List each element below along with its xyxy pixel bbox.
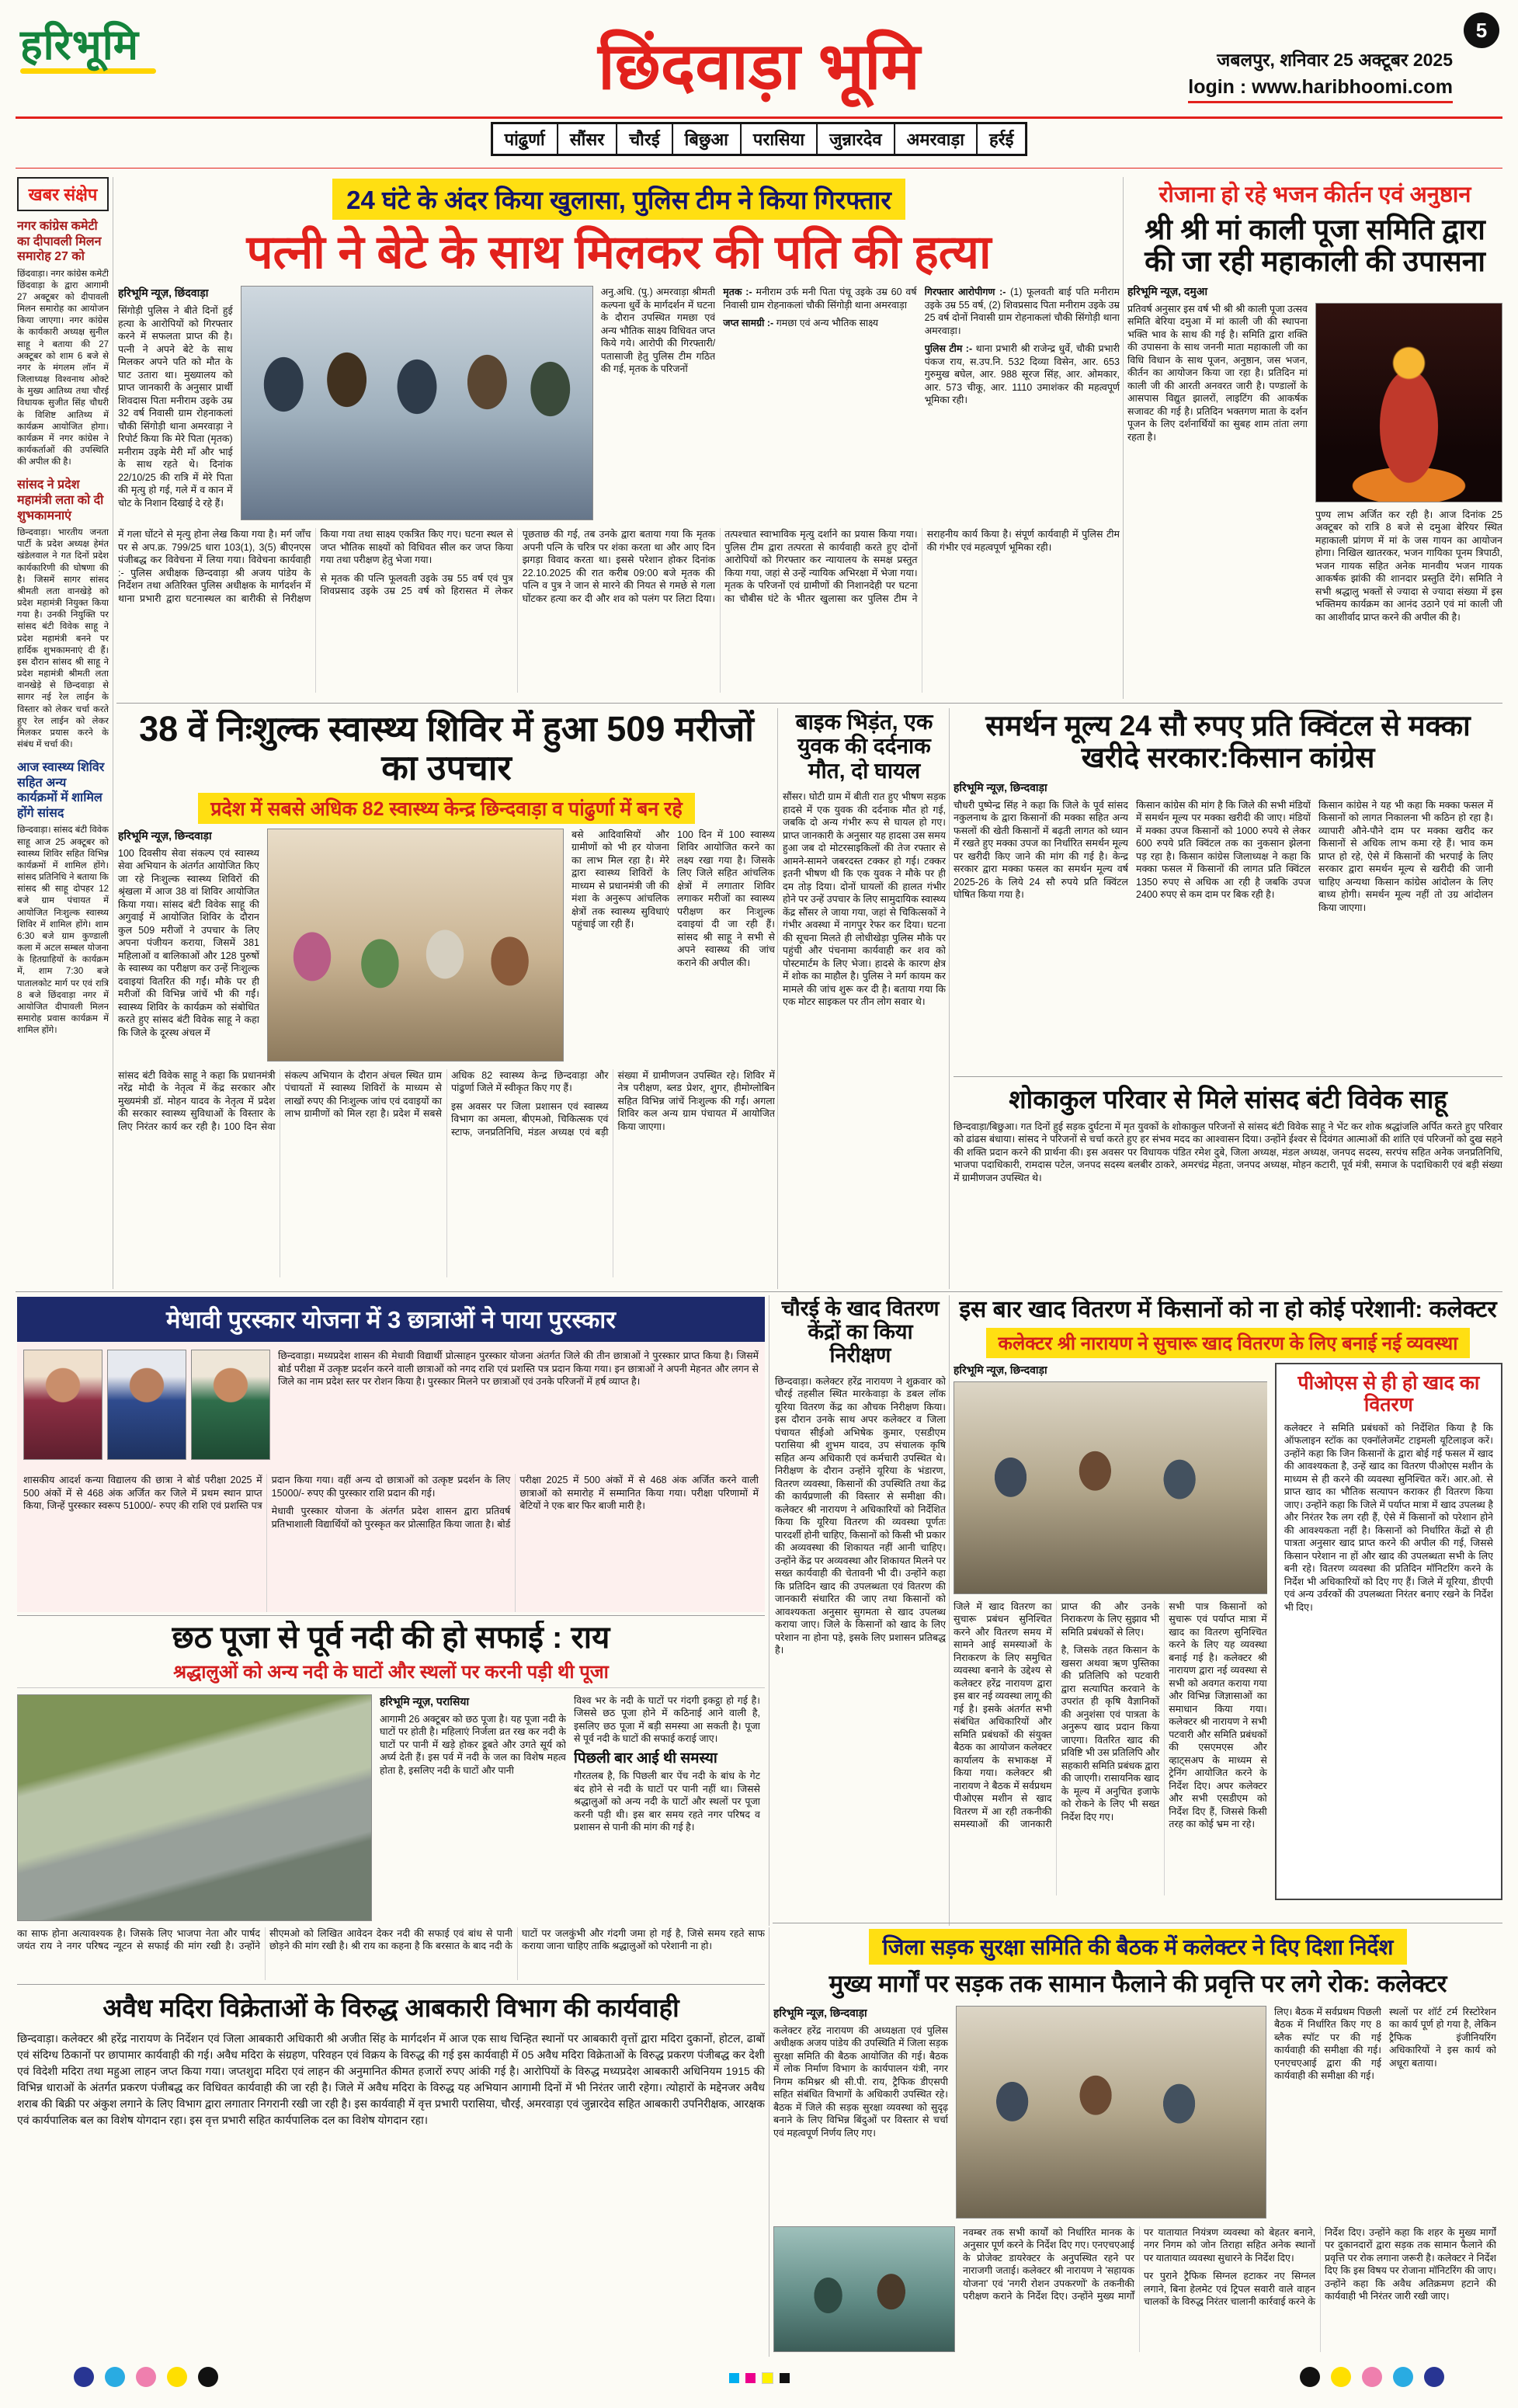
masthead-rule-2 — [16, 168, 1502, 169]
edition-title: छिंदवाड़ा भूमि — [598, 30, 920, 103]
brief-body: छिन्दवाड़ा। भारतीय जनता पार्टी के प्रदेश अध्यक्ष हेमंत खंडेलवाल ने गत दिनों प्रदेश कार्यकारिणी की घोषणा की है। जिसमें सागर सांसद श्रीमती लता वानखेड़े को प्रदेश महामंत्री नियुक्त किया गया है। उनकी नियुक्ति पर सांसद बंटी विवेक साहू ने प्रदेश महामंत्री बनने पर हार्दिक शुभकामनाएं दी हैं। इस दौरान सांसद श्री साहू ने प्रदेश महामंत्री श्रीमती लता वानखेड़े से छिन्दवाड़ा से सागर नई रेल लाईन के विस्तार को लेकर चर्चा करते हुए रेल लाईन को लेकर मिलकर प्रयास करने के संबंध में चर्चा की। — [17, 528, 109, 750]
brief-item — [17, 760, 109, 1037]
column-rule — [1123, 177, 1124, 699]
color-dot — [1331, 2367, 1351, 2387]
article-text: सौंसर। घोटी ग्राम में बीती रात हुए भीषण सड़क हादसे में एक युवक की दर्दनाक मौत हो गई, जबकि दो अन्य गंभीर रूप से घायल हो गए। प्राप्त जानकारी के अनुसार यह हादसा उस समय हुआ जब दो मोटरसाइकिलों की तेज रफ्तार से आमने-सामने जबरदस्त टक्कर हो गई। टक्कर इतनी भीषण थी कि एक युवक ने मौके पर ही दम तोड़ दिया। दोनों घायलों की हालत गंभीर होने पर उन्हें उपचार के लिए सामुदायिक स्वास्थ्य केंद्र सौंसर ले जाया गया, जहां से चिकित्सकों ने गंभीर अवस्था में नागपुर रेफर कर दिया। घटना की सूचना मिलते ही लोधीखेड़ा पुलिस मौके पर पहुंची और पंचनामा कार्यवाही कर शव को पोस्टमार्टम के लिए भेजा। हादसे के कारण क्षेत्र में शोक का माहौल है। पुलिस ने मर्ग कायम कर मामले की जांच शुरू कर दी है। बताया गया कि एक मोटर साइकल पर तीन लोग सवार थे। — [783, 791, 946, 1008]
section-rule — [17, 1615, 765, 1616]
nav-item: हर्रई — [988, 130, 1014, 149]
article-kicker: जिला सड़क सुरक्षा समिति की बैठक में कलेक्टर ने दिए दिशा निर्देश — [869, 1929, 1408, 1965]
fact-text: (1) फूलवती बाई पति मनीराम उइके उम्र 55 वर्ष, (2) शिवप्रसाद पिता मनीराम उइके उम्र 25 वर्ष दोनों निवासी ग्राम रोहनाकलां चौकी सिंगोड़ी थाना अमरवाड़ा। — [924, 287, 1120, 336]
article-liquor — [17, 1989, 765, 2357]
article-text: अनु.अधि. (पु.) अमरवाड़ा श्रीमती कल्पना धुर्वे के मार्गदर्शन में घटना के दौरान उपस्थित गमछा एवं अन्य भौतिक साक्ष्य विधिवत जप्त किये गये। आरोपी की गिरफ्तारी/पतासाजी हेतु पुलिस टीम गठित की गई, मृतक के परिजनों — [600, 287, 716, 375]
article-headline-bar: मेधावी पुरस्कार योजना में 3 छात्राओं ने पाया पुरस्कार — [17, 1297, 765, 1342]
column-rule — [777, 708, 778, 1289]
login-url: login : www.haribhoomi.com — [1188, 76, 1453, 103]
article-text: छिन्दवाड़ा। मध्यप्रदेश शासन की मेधावी विद्यार्थी प्रोत्साहन पुरस्कार योजना अंतर्गत जिले की तीन छात्राओं ने पुरस्कार प्राप्त किया है। जिसमें बोर्ड परीक्षा में उत्कृष्ट प्रदर्शन करने वाली छात्राओं को नगद राशि एवं प्रशस्ति पत्र प्रदान किया गया। इन छात्राओं ने अपनी मेहनत और लगन से जिले का नाम प्रदेश स्तर पर रोशन किया है। पुरस्कार मिलने पर छात्राओं एवं उनके परिजनों में हर्ष व्याप्त है। — [278, 1350, 759, 1387]
article-column — [773, 2006, 948, 2219]
article-subhead: कलेक्टर श्री नारायण ने सुचारू खाद वितरण के लिए बनाई नई व्यवस्था — [986, 1328, 1471, 1358]
article-text: प्रतिवर्ष अनुसार इस वर्ष भी श्री श्री काली पूजा उत्सव समिति बेरिया दमुआ में मां काली जी की स्थापना भक्ति भाव के साथ की गई है। समिति द्वारा शक्ति की उपासना के साथ जननी माता महाकाली जी का विधि विधान के साथ पूजन, अनुष्ठान, जस भजन, कीर्तन का आयोजन किया जा रहा है। प्रतिदिन मां काली जी की आरती अनवरत जारी है। पण्डालों के आसपास विद्युत झालरों, लाइटिंग की आकर्षक सजावट की गई है। प्रतिदिन भक्तगण माता के दर्शन पूजन के लिए दर्शनार्थियों का सुबह शाम तांता लगा रहता है। — [1127, 303, 1308, 443]
article-text: है, जिसके तहत किसान के खसरा अथवा ऋण पुस्तिका की प्रतिलिपि को पटवारी द्वारा सत्यापित करवाने के उपरांत ही कृषि वैज्ञानिकों की अनुशंसा एवं पात्रता के अनुरूप खाद प्रदान किया जाएगा। वितरित खाद की प्रविष्टि भी उस प्रतिलिपि और सहकारी समिति प्रबंधक द्वारा की जाएगी। रासायनिक खाद के मूल्य में अनुचित इजाफे को रोकने के लिए भी सख्त निर्देश दिए गए। — [1061, 1645, 1160, 1823]
article-bike — [783, 710, 946, 1287]
fact-text: मनीराम उर्फ मनी पिता पंचू उइके उम्र 60 वर्ष निवासी ग्राम रोहनाकलां चौकी सिंगोड़ी थाना अमरवाड़ा — [723, 287, 917, 311]
section-rule — [17, 1984, 765, 1985]
article-column — [118, 829, 259, 1062]
fact-column — [723, 286, 916, 520]
collector-meeting-photo — [954, 1381, 1267, 1594]
byline: हरिभूमि न्यूज़, परासिया — [380, 1694, 470, 1708]
article-text: छिन्दवाड़ा/बिछुआ। गत दिनों हुई सड़क दुर्घटना में मृत युवकों के शोकाकुल परिजनों से सांसद बंटी विवेक साहू ने भेंट कर शोक श्रद्धांजलि अर्पित करते हुए परिवार को ढांढस बंधाया। सांसद ने परिजनों से चर्चा करते हुए हर संभव मदद का आश्वासन दिया। उन्होंने ईश्वर से दिवंगत आत्माओं की शांति एवं परिजनों को दुख सहने की शक्ति प्रदान करने की प्रार्थना की। इस अवसर पर विधायक पंडित रमेश दुबे, जिला अध्यक्ष, मंडल अध्यक्ष, जनपद सदस्य, सरपंच सहित अनेक जनप्रतिनिधि, भाजपा पदाधिकारी, रामदास पटेल, जनपद सदस्य बलबीर ठाकरे, अमरचंद्र मेहता, जनपद अध्यक्ष, मोहन कटारी, पूर्व मंत्री, समाज के पदाधिकारी एवं बड़ी संख्या में ग्रामीणजन उपस्थित थे। — [954, 1121, 1502, 1183]
police-arrest-photo — [241, 286, 593, 520]
color-dot — [74, 2367, 94, 2387]
logo-text: हरिभूमि — [20, 22, 139, 68]
article-text: बसे आदिवासियों और ग्रामीणों को भी हर योजना का लाभ मिल रहा है। मेरे द्वारा स्वास्थ्य शिविरों के माध्यम से प्रधानमंत्री जी की मंशा के अनुरूप आंचलिक क्षेत्रों तक स्वास्थ्य सुविधाएं पहुंचाई जा रही हैं। — [571, 829, 669, 930]
color-square — [745, 2373, 756, 2383]
article-continuation — [963, 2226, 1496, 2352]
brief-item — [17, 219, 109, 468]
article-fertilizer — [954, 1297, 1502, 1923]
registration-marks-center — [729, 2372, 790, 2384]
article-text: आगामी 26 अक्टूबर को छठ पूजा है। यह पूजा नदी के घाटों पर होती है। महिलाएं निर्जला व्रत रख कर नदी के घाटों पर पानी में खड़े होकर डूबते और उगते सूर्य को अर्घ्य देती हैं। इस पर्व में नदी के जल का विशेष महत्व होता है, इसलिए नदी के घाटों और पानी — [380, 1713, 566, 1776]
masthead-rule — [16, 116, 1502, 119]
fact-label: गिरफ्तार आरोपीगण :- — [924, 287, 1006, 298]
article-headline: मुख्य मार्गों पर सड़क तक सामान फैलाने की प्रवृत्ति पर लगे रोक: कलेक्टर — [828, 1970, 1447, 1997]
byline: हरिभूमि न्यूज़, छिन्दवाड़ा — [954, 1363, 1047, 1376]
nav-item: परासिया — [742, 124, 818, 154]
byline: हरिभूमि न्यूज़, छिंदवाड़ा — [118, 287, 209, 300]
article-headline: छठ पूजा से पूर्व नदी की हो सफाई : राय — [172, 1621, 610, 1655]
article-text: शासकीय आदर्श कन्या विद्यालय की छात्रा ने बोर्ड परीक्षा 2025 में 500 अंकों में से 468 अंक अर्जित कर जिले में प्रथम स्थान प्राप्त किया, जिन्हें पुरस्कार स्वरूप 51000/- रुपए की राशि एवं प्रशस्ति पत्र प्रदान किया गया। वहीं अन्य दो छात्राओं को उत्कृष्ट प्रदर्शन के लिए 15000/- रुपए की पुरस्कार राशि प्रदान की गई। — [23, 1475, 511, 1511]
article-continuation: का साफ होना अत्यावश्यक है। जिसके लिए भाजपा नेता और पार्षद जयंत राय ने नगर परिषद न्यूटन से सफाई की मांग रखी है। उन्होंने सीएमओ को लिखित आवेदन देकर नदी की सफाई एवं बांध से पानी छोड़ने की मांग रखी है। श्री राय का कहना है कि बरसात के बाद नदी के घाटों पर जलकुंभी और गंदगी जमा हो गई है, जिसे समय रहते साफ कराया जाना चाहिए ताकि श्रद्धालुओं को परेशानी ना हो। — [17, 1927, 765, 1952]
article-text: सांसद बंटी विवेक साहू ने कहा कि प्रधानमंत्री नरेंद्र मोदी के नेतृत्व में केंद्र सरकार और मुख्यमंत्री डॉ. मोहन यादव के नेतृत्व में प्रदेश की सरकार स्वास्थ्य सुविधाओं के विस्तार के लिए निरंतर कार्य कर रही है। 100 दिन सेवा संकल्प अभियान के दौरान अंचल स्थित ग्राम पंचायतों में स्वास्थ्य शिविरों के माध्यम से लाखों रुपए की निःशुल्क जांच एवं दवाइयों का लाभ ग्रामीणों को मिल रहा है। प्रदेश में सबसे अधिक 82 स्वास्थ्य केन्द्र छिन्दवाड़ा और पांढुर्णा जिले में स्वीकृत किए गए हैं। — [118, 1069, 609, 1132]
brief-title: आज स्वास्थ्य शिविर सहित अन्य कार्यक्रमों में शामिल होंगे सांसद — [17, 761, 105, 820]
article-text: किसान कांग्रेस की मांग है कि जिले की सभी मंडियों में समर्थन मूल्य पर मक्का खरीदी की जाए। मंडियों में मक्का उपज किसानों को 1000 रुपये से लेकर 600 रुपये प्रति क्विंटल तक का नुकसान झेलना पड़ रहा है। किसान कांग्रेस जिलाध्यक्ष ने कहा कि मक्का फसल में किसानों की लागत प्रति क्विंटल 1350 रुपए से अधिक आ रही है जबकि उपज 2400 रुपए से कम दाम पर बिक रही है। — [1136, 799, 1311, 901]
article-headline: अवैध मदिरा विक्रेताओं के विरुद्ध आबकारी विभाग की कार्यवाही — [102, 1993, 679, 2022]
article-text: मेधावी पुरस्कार योजना के अंतर्गत प्रदेश शासन द्वारा प्रतिवर्ष प्रतिभाशाली विद्यार्थियों को पुरस्कृत कर प्रोत्साहित किया जाता है। बोर्ड परीक्षा 2025 में 500 अंकों में से 468 अंक अर्जित करने वाली छात्राओं को समारोह में सम्मानित किया गया। परीक्षा परिणामों में बेटियों ने एक बार फिर बाजी मारी है। — [271, 1475, 759, 1530]
nav-item: बिछुआ — [673, 124, 742, 154]
river-ghat-photo — [17, 1694, 372, 1921]
article-headline: बाइक भिड़ंत, एक युवक की दर्दनाक मौत, दो घायल — [795, 710, 933, 783]
brief-title: सांसद ने प्रदेश महामंत्री लता को दी शुभकामनाएं — [17, 478, 104, 523]
nav-item: जुन्नारदेव — [818, 124, 894, 154]
kali-idol-photo — [1315, 303, 1502, 502]
article-text: 100 दिवसीय सेवा संकल्प एवं स्वास्थ्य सेवा अभियान के अंतर्गत आयोजित किए जा रहे निःशुल्क स्वास्थ्य शिविरों की श्रृंखला में आज 38 वां शिविर आयोजित किया गया। सांसद बंटी विवेक साहू की अगुवाई में आयोजित शिविर के दौरान कुल 509 मरीजों ने उपचार के लिए अपना पंजीयन कराया, जिसमें 381 महिलाओं व बालिकाओं और 128 पुरुषों के स्वास्थ्य का परीक्षण कर उन्हें निःशुल्क दवाइयां वितरित की गईं। मौके पर ही मरीजों की विभिन्न जांचें भी की गईं। स्वास्थ्य शिविर के कार्यक्रम को संबोधित करते हुए सांसद बंटी विवेक साहू ने कहा कि जिले के दूरस्थ अंचल में — [118, 847, 259, 1038]
byline: हरिभूमि न्यूज़, छिन्दवाड़ा — [773, 2006, 867, 2019]
article-text: 100 दिन में 100 स्वास्थ्य शिविर आयोजित करने का लक्ष्य रखा गया है। जिसके लिए जिले सहित आंचलिक क्षेत्रों में लगातार शिविर लगाकर मरीजों का स्वास्थ्य परीक्षण कर निःशुल्क दवाइयां दी जा रही हैं। सांसद श्री साहू ने सभी से अपने स्वास्थ्य की जांच कराने की अपील की। — [677, 829, 775, 968]
fact-text: थाना प्रभारी श्री राजेन्द्र धुर्वे, चौकी प्रभारी पंकज राय, स.उप.नि. 532 दिव्या विसेन, आर. 653 गुरुमुख बघेल, आर. 988 सूरज सिंह, आर. ओमकार, आर. 573 चीकू, आर. 1110 उमाशंकर की महत्वपूर्ण भूमिका रही। — [924, 343, 1120, 406]
meeting-side-photo — [773, 2226, 955, 2352]
article-road-safety — [773, 1929, 1502, 2357]
awardee-portrait-photo — [191, 1350, 270, 1460]
color-dot — [198, 2367, 218, 2387]
road-safety-meeting-photo — [956, 2006, 1266, 2219]
color-dot — [105, 2367, 125, 2387]
article-headline: चौरई के खाद वितरण केंद्रों का किया निरीक्षण — [781, 1297, 940, 1367]
article-text: छिन्दवाड़ा। कलेक्टर श्री हरेंद्र नारायण के निर्देशन एवं जिला आबकारी अधिकारी श्री अजीत सिंह के मार्गदर्शन में आज एक साथ चिन्हित स्थानों पर आबकारी वृत्तों द्वारा मदिरा दुकानों, होटल, ढाबों एवं संदिग्ध ठिकानों पर छापामार कार्यवाही की गई। अवैध मदिरा के संग्रहण, परिवहन एवं विक्रय के विरुद्ध की गई इस कार्यवाही में 05 अवैध मदिरा विक्रेताओं के विरुद्ध प्रकरण पंजीबद्ध कर देशी एवं विदेशी मदिरा तथा महुआ लाहन जप्त किया गया। जप्तशुदा मदिरा एवं लाहन की अनुमानित कीमत हजारों रुपए आंकी गई है। आरोपियों के विरुद्ध मध्यप्रदेश आबकारी अधिनियम 1915 की विभिन्न धाराओं के अंतर्गत प्रकरण पंजीबद्ध कर विधिवत कार्यवाही की जा रही है। जिले में अवैध मदिरा के विरुद्ध यह अभियान आगामी दिनों में भी निरंतर जारी रहेगा। त्योहारों के मद्देनजर अवैध शराब की बिक्री पर अंकुश लगाने के लिए विभाग द्वारा लगातार निगरानी रखी जा रही है। इस कार्यवाही में वृत्त प्रभारी परासिया, चौरई, अमरवाड़ा एवं जुन्नारदेव सहित आबकारी उपनिरीक्षक, आरक्षक एवं कार्यपालिक बल का विशेष योगदान रहा। इस वृत्त प्रभारी सहित कार्यपालिक दल का विशेष योगदान रहा। — [17, 2031, 765, 2126]
byline: हरिभूमि न्यूज़, छिन्दवाड़ा — [118, 829, 212, 842]
brief-body: छिंदवाड़ा। नगर कांग्रेस कमेटी छिंदवाड़ा के द्वारा आगामी 27 अक्टूबर को दीपावली मिलन समारोह का आयोजन किया जाएगा। नगर कांग्रेस के कार्यकारी अध्यक्ष सुनील साहू ने बताया की 27 अक्टूबर को शाम 6 बजे से नगर के मंगलम लॉन में जिलाध्यक्ष विश्वनाथ ओक्टे के मुख्य आतिथ्य तथा चौरई विधायक सुजीत सिंह चौधरी के विशिष्ट आतिथ्य में कार्यक्रम आयोजित होगा। कार्यक्रम में नगर कांग्रेस ने कार्यकर्ताओं की उपस्थिति की अपील की है। — [17, 269, 109, 467]
byline: हरिभूमि न्यूज़, छिन्दवाड़ा — [954, 780, 1047, 794]
awardee-portrait-photo — [107, 1350, 186, 1460]
color-dot — [1362, 2367, 1382, 2387]
brief-title: नगर कांग्रेस कमेटी का दीपावली मिलन समारोह 27 को — [17, 220, 102, 264]
article-text: स्थलों पर शॉर्ट टर्म रिस्टोरेशन का कार्य पूर्ण हो गया है, लेकिन ट्रैफिक इंजीनियरिंग अधिकारियों ने इस कार्य को अधूरा बताया। — [1389, 2006, 1496, 2069]
article-headline: श्री श्री मां काली पूजा समिति द्वारा की जा रही महाकाली की उपासना — [1145, 214, 1485, 278]
article-column — [574, 1694, 760, 1921]
article-text: जिले में खाद वितरण का सुचारू प्रबंधन सुनिश्चित करने और वितरण समय में सामने आई समस्याओं के निराकरण के लिए समुचित व्यवस्था बनाने के उद्देश्य से कलेक्टर हरेंद्र नारायण द्वारा इस बार नई व्यवस्था लागू की गई है। इसके अंतर्गत सभी संबंधित अधिकारियों और समिति प्रबंधकों की संयुक्त बैठक का आयोजन कलेक्टर कार्यालय के सभाकक्ष में किया गया। कलेक्टर श्री नारायण ने बैठक में सर्वप्रथम पीओएस मशीन से खाद वितरण में आ रही तकनीकी समस्याओं की जानकारी प्राप्त की और उनके निराकरण के लिए सुझाव भी समिति प्रबंधकों से लिए। — [954, 1600, 1160, 1830]
article-text: में गला घोंटने से मृत्यु होना लेख किया गया है। मर्ग जाँच पर से अप.क्र. 799/25 धारा 103(1), 3(5) बीएनएस पंजीबद्ध कर विवेचना में लिया गया। विवेचना कार्यवाही :- पुलिस अधीक्षक छिन्दवाड़ा श्री अजय पांडेय के निर्देशन तथा अतिरिक्त पुलिस अधीक्षक के मार्गदर्शन में थाना प्रभारी द्वारा घटनास्थल का बारीकी से निरीक्षण किया गया तथा साक्ष्य एकत्रित किए गए। घटना स्थल से जप्त भौतिक साक्ष्यों को विधिवत सील कर जप्त किया गया तथा परीक्षण हेतु भेजा गया। — [118, 529, 513, 604]
color-square — [780, 2373, 790, 2383]
article-column — [1315, 303, 1502, 645]
fact-label: जप्त सामग्री :- — [723, 318, 774, 329]
page-number-badge: 5 — [1464, 12, 1499, 48]
article-continuation — [954, 1600, 1267, 1895]
article-headline: समर्थन मूल्य 24 सौ रुपए प्रति क्विंटल से मक्का खरीदे सरकार:किसान कांग्रेस — [985, 710, 1471, 774]
article-condolence — [954, 1082, 1502, 1287]
article-merit-award — [17, 1297, 765, 1612]
article-headline: पत्नी ने बेटे के साथ मिलकर की पति की हत्या — [246, 226, 992, 278]
nav-item: अमरवाड़ा — [895, 124, 978, 154]
article-text: नवम्बर तक सभी कार्यों को निर्धारित मानक के अनुसार पूर्ण करने के निर्देश दिए गए। एनएचएआई के प्रोजेक्ट डायरेक्टर के अनुपस्थित रहने पर नाराजगी जताई। कलेक्टर श्री नारायण ने 'सहायक योजना' एवं 'नगरी रोशन उपकरणों' के तकनीकी परीक्षण कराने के निर्देश दिए। उन्होंने मुख्य मार्गों पर यातायात नियंत्रण व्यवस्था को बेहतर बनाने, नगर निगम को जोन तिराहा सहित अनेक स्थानों पर यातायात व्यवस्था सुधारने के निर्देश दिए। — [963, 2226, 1315, 2302]
dateline: जबलपुर, शनिवार 25 अक्टूबर 2025 — [1217, 50, 1453, 70]
registration-marks-right — [1300, 2367, 1444, 2387]
article-subhead: श्रद्धालुओं को अन्य नदी के घाटों और स्थलों पर करनी पड़ी थी पूजा — [17, 1659, 765, 1688]
color-dot — [136, 2367, 156, 2387]
section-rule — [16, 1291, 1502, 1292]
article-chaurai-inspection — [775, 1297, 946, 1923]
article-maize — [954, 710, 1502, 1073]
fact-label: पुलिस टीम :- — [924, 343, 973, 355]
article-text: किसान कांग्रेस ने यह भी कहा कि मक्का फसल में किसानों को लागत निकालना भी कठिन हो रहा है। व्यापारी औने-पौने दाम पर मक्का खरीद कर किसानों से अधिक लाभ कमा रहे हैं। भाव कम प्राप्त हो रहे, ऐसे में किसानों की भरपाई के लिए सरकार द्वारा समर्थन मूल्य से खरीदी की जानी चाहिए अन्यथा किसान कांग्रेस आंदोलन के लिए बाध्य होगी। समर्थन मूल्य नहीं तो उग्र आंदोलन किया जाएगा। — [1318, 799, 1493, 913]
color-square — [762, 2372, 773, 2384]
column-rule — [949, 708, 950, 1289]
brief-item — [17, 478, 109, 751]
awardee-portrait-photo — [23, 1350, 102, 1460]
article-text: पर पुराने ट्रैफिक सिग्नल हटाकर नए सिग्नल लगाने, बिना हेलमेट एवं ट्रिपल सवारी वाले वाहन चालकों के विरुद्ध निरंतर चालानी कार्रवाई करने के निर्देश दिए। उन्होंने कहा कि शहर के मुख्य मार्गों पर दुकानदारों द्वारा सड़क तक सामान फैलाने की प्रवृत्ति पर रोक लगाना जरूरी है। कलेक्टर ने निर्देश दिए कि इस विषय पर रोजाना मॉनिटरिंग की जाए। उन्होंने कहा कि अवैध अतिक्रमण हटाने की कार्यवाही भी निरंतर जारी रखी जाए। — [1144, 2226, 1496, 2308]
article-text: सिंगोड़ी पुलिस ने बीते दिनों हुई हत्या के आरोपियों को गिरफ्तार करने में सफलता प्राप्त की है। पत्नी ने अपने बेटे के साथ मिलकर अपने पति को मौत के घाट उतारा था। मुख्यालय को प्राप्त जानकारी के अनुसार प्रार्थी शिवदास पिता मनीराम उइके उम्र 32 वर्ष निवासी ग्राम रोहनाकलां चौकी सिंगोड़ी थाना अमरवाड़ा ने रिपोर्ट किया कि मेरे पिता (मृतक) मनीराम उइके मेरी माँ और भाई के साथ रहते थे। दिनांक 22/10/25 की रात्रि में मेरे पिता की मृत्यु हो गई, गले में व कान में चोट के निशान दिखाई दे रहे हैं। — [118, 305, 233, 509]
briefs-header: खबर संक्षेप — [17, 177, 109, 211]
fact-text: गमछा एवं अन्य भौतिक साक्ष्य — [776, 318, 878, 329]
article-chhath — [17, 1621, 765, 1980]
article-text: इस अवसर पर जिला प्रशासन एवं स्वास्थ्य विभाग का अमला, बीएमओ, चिकित्सक एवं स्टाफ, जनप्रतिनिधि, मंडल अध्यक्ष एवं बड़ी संख्या में ग्रामीणजन उपस्थित रहे। शिविर में नेत्र परीक्षण, ब्लड प्रेशर, शुगर, हीमोग्लोबिन सहित विभिन्न जांचें निःशुल्क की गईं। अगला शिविर कल अन्य ग्राम पंचायत में आयोजित किया जाएगा। — [451, 1069, 775, 1138]
color-dot — [1424, 2367, 1444, 2387]
nav-item: चौरई — [617, 124, 672, 154]
region-nav — [491, 122, 1028, 156]
health-camp-photo — [267, 829, 564, 1062]
section-rule — [116, 703, 1502, 704]
color-dot — [167, 2367, 187, 2387]
pos-distribution-box — [1275, 1363, 1502, 1900]
article-continuation — [118, 528, 1120, 693]
article-headline: शोकाकुल परिवार से मिले सांसद बंटी विवेक साहू — [1009, 1085, 1447, 1114]
article-column — [118, 286, 233, 520]
article-column — [954, 1363, 1267, 1900]
article-text: गौरतलब है, कि पिछली बार पेंच नदी के बांध के गेट बंद होने से नदी के घाटों पर पानी नहीं था। जिससे श्रद्धालुओं को अन्य नदी के घाटों और स्थलों पर पूजा करनी पड़ी थी। इस बार समय रहते नगर परिषद व प्रशासन से पानी की मांग की गई है। — [574, 1770, 760, 1833]
article-kicker: रोजाना हो रहे भजन कीर्तन एवं अनुष्ठान — [1158, 182, 1471, 207]
color-dot — [1300, 2367, 1320, 2387]
box-headline: पीओएस से ही हो खाद का वितरण — [1297, 1371, 1480, 1416]
article-subhead: प्रदेश में सबसे अधिक 82 स्वास्थ्य केन्द्र छिन्दवाड़ा व पांढुर्णा में बन रहे — [198, 793, 695, 824]
article-text: विश्व भर के नदी के घाटों पर गंदगी इकट्ठा हो गई है। जिससे छठ पूजा होने में कठिनाई आने वाली है, इसलिए छठ पूजा में बड़ी समस्या आ सकती है। पूजा से पूर्व नदी के घाटों की सफाई कराई जाए। — [574, 1694, 760, 1745]
article-text: चौधरी पुष्पेन्द्र सिंह ने कहा कि जिले के पूर्व सांसद नकुलनाथ के द्वारा किसानों की मक्का सहित अन्य फसलों की खेती किसानों में बढ़ती लागत को ध्यान में रखते हुए मक्का उपज का निर्धारित समर्थन मूल्य पर खरीदी किए जाने की मांग की गई है। केन्द्र सरकार द्वारा मक्का फसल का समर्थन मूल्य वर्ष 2025-26 के लिये 24 सौ रुपये प्रति क्विंटल घोषित किया गया है। — [954, 799, 1128, 901]
article-kicker: 24 घंटे के अंदर किया खुलासा, पुलिस टीम ने किया गिरफ्तार — [332, 179, 905, 220]
section-rule — [954, 1076, 1502, 1077]
nav-item: पांढु्र्णा — [493, 124, 558, 154]
sub-article-headline: पिछली बार आई थी समस्या — [574, 1750, 717, 1767]
article-headline: 38 वें निःशुल्क स्वास्थ्य शिविर में हुआ 509 मरीजों का उपचार — [139, 710, 754, 788]
article-text: से मृतक की पत्नि फूलवती उइके उम्र 55 वर्ष एवं पुत्र शिवप्रसाद उइके उम्र 25 वर्ष को हिरासत में लेकर पूछताछ की गई, तब उनके द्वारा बताया गया कि मृतक अपनी पत्नि के चरित्र पर शंका करता था और आए दिन झगड़ा विवाद करता था। इससे परेशान होकर दिनांक 22.10.2025 की रात करीब 09:00 बजे मृतक की पत्नि व पुत्र ने जान से मारने की नियत से गमछे से गला घोंटकर हत्या कर दी और शव को पलंग पर लिटा दिया। तत्पश्चात स्वाभाविक मृत्यु दर्शाने का प्रयास किया गया। पुलिस टीम द्वारा तत्परता से कार्यवाही करते हुए दोनों आरोपियों को गिरफ्तार कर न्यायालय के समक्ष प्रस्तुत किया गया, जहां से उन्हें न्यायिक अभिरक्षा में भेजा गया। मृतक के परिजनों एवं ग्रामीणों की निशानदेही पर घटना का चौबीस घंटे के भीतर खुलासा कर पुलिस टीम ने सराहनीय कार्य किया है। संपूर्ण कार्यवाही में पुलिस टीम की गंभीर एवं महत्वपूर्ण भूमिका रही। — [320, 529, 1120, 604]
fact-label: मृतक :- — [723, 287, 752, 298]
article-headline: इस बार खाद वितरण में किसानों को ना हो कोई परेशानी: कलेक्टर — [959, 1297, 1497, 1322]
registration-marks-left — [74, 2367, 218, 2387]
byline: हरिभूमि न्यूज़, दमुआ — [1127, 284, 1208, 297]
article-text: लिए। बैठक में सर्वप्रथम पिछली बैठक में निर्धारित किए गए 8 ब्लैक स्पॉट पर की गई कार्यवाही की समीक्षा की गई। एनएचएआई द्वारा की गई कार्यवाही की समीक्षा की गई। — [1274, 2006, 1381, 2082]
article-continuation — [23, 1474, 759, 1612]
article-text: कलेक्टर हरेंद्र नारायण की अध्यक्षता एवं पुलिस अधीक्षक अजय पांडेय की उपस्थिति में जिला सड़क सुरक्षा समिति की बैठक आयोजित की गई। बैठक में लोक निर्माण विभाग के कार्यपालन यंत्री, नगर निगम कमिश्नर श्री सी.पी. राय, ट्रैफिक डीएसपी सहित संबंधित विभागों के अधिकारी उपस्थित रहे। बैठक में जिले की सड़क सुरक्षा व्यवस्था को सुदृढ़ बनाने के लिए विभिन्न बिंदुओं पर विस्तार से चर्चा एवं महत्वपूर्ण निर्णय लिए गए। — [773, 2024, 948, 2139]
color-dot — [1393, 2367, 1413, 2387]
fact-column — [925, 286, 1120, 520]
article-health — [118, 710, 775, 1287]
news-briefs-column — [17, 177, 109, 1287]
article-murder — [118, 179, 1120, 697]
article-text: पुण्य लाभ अर्जित कर रही है। आज दिनांक 25 अक्टूबर को रात्रि 8 बजे से दमुआ बेरियर स्थित महाकाली प्रांगण में मां के जस गायन का आयोजन होगा। निखिल खातरकर, भजन गायिका पूनम त्रिपाठी, भजन गायक सहित अनेक मानवीय भजन गायक आकर्षक झांकी की शानदार प्रस्तुति देंगे। समिति ने सभी श्रद्धालु भक्तों से ज्यादा से ज्यादा संख्या में इस भक्तिमय कार्यक्रम का आनंद उठाने एवं मां काली जी का आशीर्वाद प्राप्त करने की अपील की है। — [1315, 509, 1502, 623]
article-text: सभी पात्र किसानों को सुचारू एवं पर्याप्त मात्रा में खाद का वितरण सुनिश्चित करने के लिए यह व्यवस्था बनाई गई है। कलेक्टर श्री नारायण द्वारा नई व्यवस्था से सभी को अवगत कराया गया और विभिन्न जिज्ञासाओं का समाधान किया गया। कलेक्टर श्री नारायण ने सभी पटवारी और समिति प्रबंधकों की एसएमएस और व्हाट्सअप के माध्यम से ट्रेनिंग आयोजित करने के निर्देश दिए। अपर कलेक्टर और सभी एसडीएम को निर्देश दिए हैं, जिससे किसी तरह का कोई भ्रम ना रहे। — [1169, 1600, 1267, 1830]
article-kali — [1127, 179, 1502, 697]
article-column — [380, 1694, 566, 1921]
article-continuation — [118, 1069, 775, 1277]
box-text: कलेक्टर ने समिति प्रबंधकों को निर्देशित किया है कि ऑफलाइन स्टॉक का एक्नॉलेजमेंट टाइमली यूटिलाइज करें। उन्होंने कहा कि जिन किसानों के द्वारा बोई गई फसल में खाद की आवश्यकता है, उन्हें खाद का वितरण पीओएस मशीन के माध्यम से ही करने की व्यवस्था सुनिश्चित करें। आर.ओ. से प्राप्त खाद का भौतिक सत्यापन कराकर ही वितरण किया जाए। उन्होंने कहा कि जिले में पर्याप्त मात्रा में खाद उपलब्ध है और निरंतर रैक लग रही हैं, ऐसे में किसानों को परेशान होने की आवश्यकता नहीं है। किसानों को निर्धारित केंद्रों से ही पात्रता अनुसार खाद प्राप्त करने की अपील की गई, जिससे किसान परेशान ना हों और खाद की उपलब्धता सभी के लिए बनी रहे। वितरण व्यवस्था की प्रतिदिन मॉनिटरिंग करने के निर्देश भी अधिकारियों को दिए गए हैं। जिले में यूरिया, डीएपी एवं अन्य उर्वरकों की उपलब्धता निरंतर बनाए रखने के निर्देश भी दिए। — [1284, 1422, 1493, 1613]
awardee-portraits — [23, 1350, 270, 1466]
article-text: छिन्दवाड़ा। कलेक्टर हरेंद्र नारायण ने शुक्रवार को चौरई तहसील स्थित मारकेवाड़ा के डबल लॉक यूरिया वितरण केंद्र का औचक निरीक्षण किया। इस दौरान उनके साथ अपर कलेक्टर व जिला पंचायत सीईओ अभिषेक कुमार, एसडीएम परासिया श्री शुभम यादव, उप संचालक कृषि सहित अन्य अधिकारी एवं कर्मचारी उपस्थित थे। निरीक्षण के दौरान उन्होंने यूरिया के भंडारण, वितरण व्यवस्था, किसानों की उपस्थिति तथा केंद्र की कार्यप्रणाली की विस्तार से समीक्षा की। कलेक्टर श्री नारायण ने अधिकारियों को निर्देशित किया कि यूरिया वितरण की व्यवस्था पूर्णतः पारदर्शी होनी चाहिए, किसानों को किसी भी प्रकार की अव्यवस्था की शिकायत नहीं आनी चाहिए। उन्होंने केंद्र पर अव्यवस्था और शिकायत मिलने पर सख्त कार्यवाही की चेतावनी भी दी। उन्होंने कहा कि प्रतिदिन खाद की उपलब्धता एवं वितरण की जानकारी संधारित की जाए तथा किसानों को आवश्यकता अनुसार सुगमता से खाद उपलब्ध कराया जाए। जिले के किसानों को खाद के लिए परेशान ना होना पड़े, इसके लिए प्रशासन प्रतिबद्ध है। — [775, 1375, 946, 1656]
column-rule — [949, 1295, 950, 1926]
nav-item: सौंसर — [558, 124, 617, 154]
brief-body: छिन्दवाड़ा। सांसद बंटी विवेक साहू आज 25 अक्टूबर को स्वास्थ्य शिविर सहित विभिन्न कार्यक्रमों में शामिल होंगे। सांसद प्रतिनिधि ने बताया कि सांसद श्री साहू दोपहर 12 बजे ग्राम पंचायत में आयोजित निःशुल्क स्वास्थ्य शिविर में शामिल होंगे। शाम 6:30 बजे ग्राम कुण्डाली कला में अटल सम्बल योजना के हितग्राहियों के कार्यक्रम में, शाम 7:30 बजे पातालकोट मार्ग पर एवं रात्रि 8 बजे छिंदवाड़ा नगर में आयोजित दीपावली मिलन समारोह प्रवास कार्यक्रम में शामिल होंगे। — [17, 825, 109, 1036]
color-square — [729, 2373, 739, 2383]
